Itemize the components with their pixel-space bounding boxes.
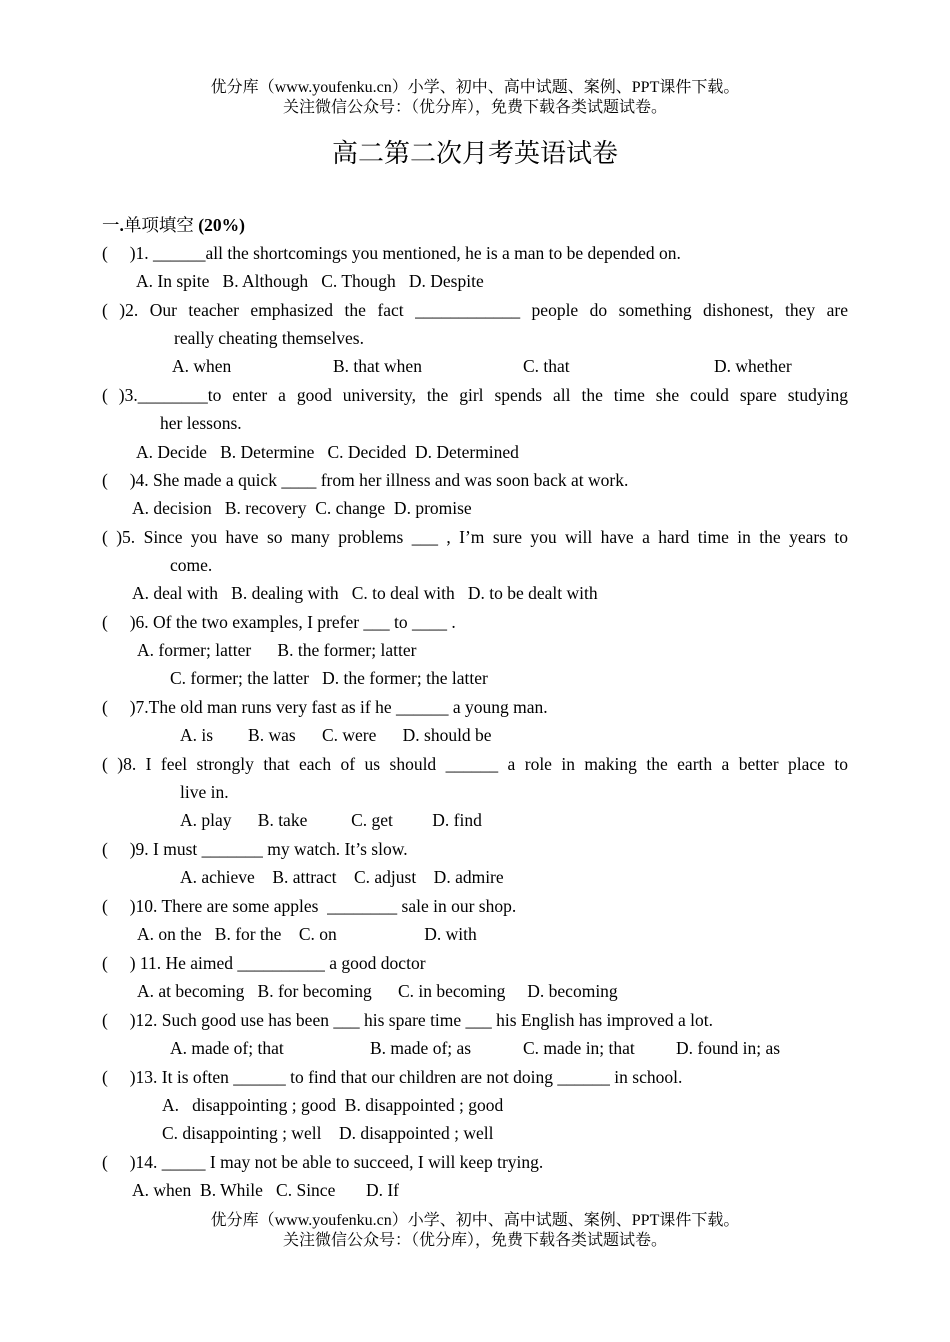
question-2-stem: ( )2. Our teacher emphasized the fact ____________ people do something dishonest, they are (102, 300, 848, 320)
question-13-stem: ( )13. It is often ______ to find that our children are not doing ______ in school. (102, 1067, 683, 1087)
question-14-options: A. when B. While C. Since D. If (132, 1180, 400, 1200)
section-prefix: 一 (102, 215, 120, 235)
question-6-stem: ( )6. Of the two examples, I prefer ___ to ____ . (102, 612, 456, 632)
question-3-stem-cont: her lessons. (160, 413, 242, 433)
question-7-stem: ( )7.The old man runs very fast as if he ______ a young man. (102, 697, 548, 717)
question-8-stem-cont: live in. (180, 782, 229, 802)
section-heading (102, 214, 245, 236)
watermark-top-line1: 优分库（www.youfenku.cn）小学、初中、高中试题、案例、PPT课件下载。 (210, 79, 740, 96)
question-2-option-c: C. that (523, 356, 570, 376)
question-5-stem: ( )5. Since you have so many problems ___ , I’m sure you will have a hard time in the years to (102, 527, 848, 547)
question-5-stem-cont: come. (170, 555, 213, 575)
question-6-options-cont: C. former; the latter D. the former; the latter (170, 668, 488, 688)
watermark-bottom-line1: 优分库（www.youfenku.cn）小学、初中、高中试题、案例、PPT课件下载。 (210, 1212, 740, 1229)
section-dot: . (119, 215, 124, 235)
question-13-options: A. disappointing ; good B. disappointed ; good (162, 1095, 504, 1115)
question-13-options-cont: C. disappointing ; well D. disappointed ; well (162, 1123, 494, 1143)
question-12-stem: ( )12. Such good use has been ___ his spare time ___ his English has improved a lot. (102, 1010, 713, 1030)
question-6-options: A. former; latter B. the former; latter (137, 640, 417, 660)
question-7-options: A. is B. was C. were D. should be (180, 725, 492, 745)
section-score: (20%) (198, 215, 245, 235)
question-3-options: A. Decide B. Determine C. Decided D. Determined (136, 442, 519, 462)
watermark-bottom-line2: 关注微信公众号：（优分库），免费下载各类试题试卷。 (282, 1232, 667, 1249)
question-11-stem: ( ) 11. He aimed __________ a good doctor (102, 953, 426, 973)
question-14-stem: ( )14. _____ I may not be able to succeed, I will keep trying. (102, 1152, 544, 1172)
question-2-stem-cont: really cheating themselves. (174, 328, 364, 348)
watermark-top-line2: 关注微信公众号：（优分库），免费下载各类试题试卷。 (282, 99, 667, 116)
question-9-stem: ( )9. I must _______ my watch. It’s slow. (102, 839, 408, 859)
section-name: 单项填空 (123, 215, 194, 235)
question-4-stem: ( )4. She made a quick ____ from her illness and was soon back at work. (102, 470, 629, 490)
question-1-stem: ( )1. ______all the shortcomings you mentioned, he is a man to be depended on. (102, 243, 681, 263)
question-12-option-d: D. found in; as (676, 1038, 781, 1058)
question-3-stem: ( )3.________to enter a good university, the girl spends all the time she could spare studying (102, 385, 848, 405)
question-11-options: A. at becoming B. for becoming C. in becoming D. becoming (137, 981, 618, 1001)
question-12-option-a: A. made of; that (170, 1038, 284, 1058)
question-8-options: A. play B. take C. get D. find (180, 810, 482, 830)
question-10-options: A. on the B. for the C. on D. with (137, 924, 477, 944)
question-4-options: A. decision B. recovery C. change D. promise (132, 498, 472, 518)
page-title: 高二第二次月考英语试卷 (331, 139, 618, 168)
question-9-options: A. achieve B. attract C. adjust D. admire (180, 867, 504, 887)
question-10-stem: ( )10. There are some apples ________ sale in our shop. (102, 896, 517, 916)
question-2-option-d: D. whether (714, 356, 792, 376)
question-2-option-a: A. when (172, 356, 232, 376)
question-12-option-b: B. made of; as (370, 1038, 472, 1058)
question-8-stem: ( )8. I feel strongly that each of us should ______ a role in making the earth a better place to (102, 754, 848, 774)
question-5-options: A. deal with B. dealing with C. to deal with D. to be dealt with (132, 583, 598, 603)
question-2-option-b: B. that when (333, 356, 422, 376)
question-12-option-c: C. made in; that (523, 1038, 635, 1058)
question-1-options: A. In spite B. Although C. Though D. Despite (136, 271, 484, 291)
